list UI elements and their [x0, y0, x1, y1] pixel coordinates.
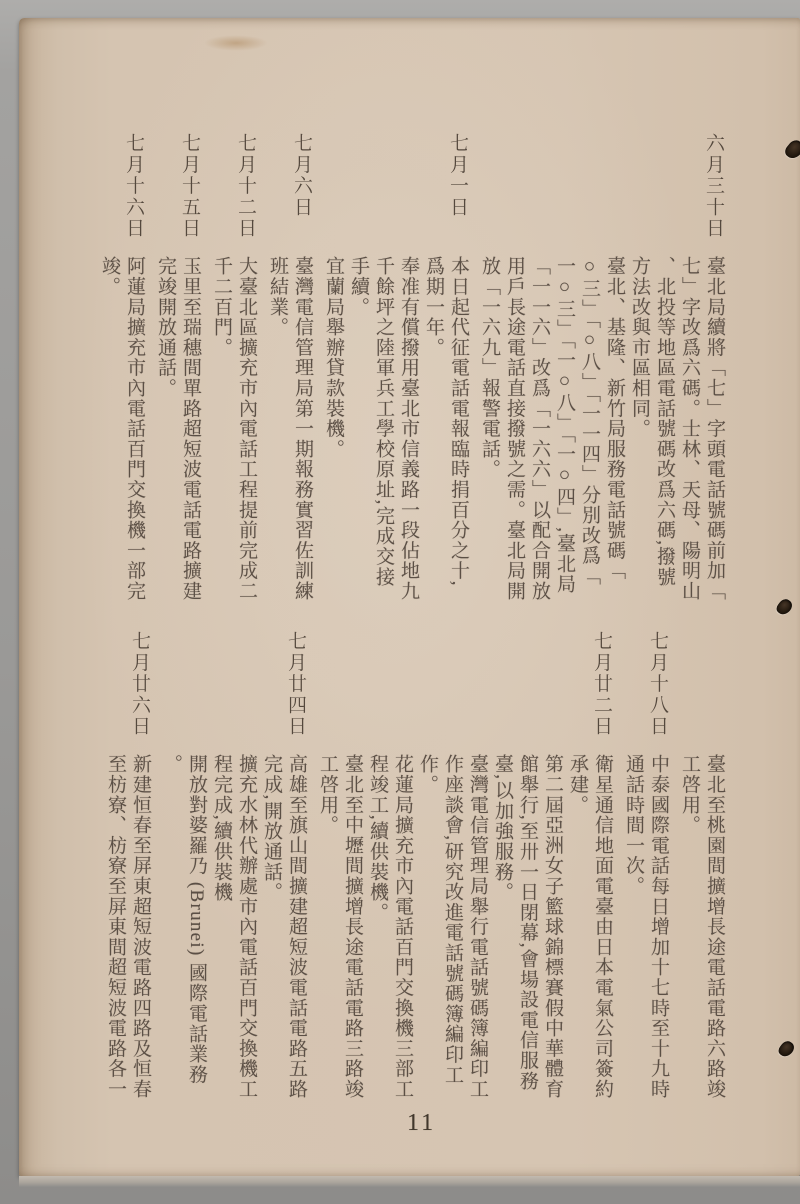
entry-text: 花蓮局擴充市內電話百門交換機三部工程竣工,續供裝機。: [367, 754, 413, 1100]
entry-text: 臺灣電信管理局第一期報務實習佐訓練班結業。: [267, 256, 313, 602]
entry-text: 衛星通信地面電臺由日本電氣公司簽約承建。: [567, 754, 613, 1100]
entry-body: [621, 754, 671, 1100]
entry-date: 七月十五日: [179, 133, 200, 239]
entry-body: [321, 256, 471, 602]
entry-date: 七月廿六日: [129, 631, 150, 737]
entry-group: [265, 133, 315, 602]
entry-text: 開放對婆羅乃 (Brunei) 國際電話業務。: [161, 754, 207, 1085]
entry-date: 七月廿二日: [591, 631, 612, 737]
entry-date: 七月廿四日: [285, 631, 306, 737]
entry-group: [315, 631, 615, 1100]
entry-date: 六月三十日: [703, 133, 724, 239]
entry-date: 七月十六日: [123, 133, 144, 239]
entry-date: 七月一日: [447, 133, 468, 218]
entry-text: 大臺北區擴充市內電話工程提前完成二千二百門。: [211, 256, 257, 602]
entry-text: 臺北局續將「七」字頭電話號碼前加「七」字改爲六碼。士林、天母、陽明山、北投等地區電話號碼改爲六碼,撥號方法改與市區相同。: [629, 256, 725, 602]
entry-body: [315, 754, 615, 1100]
entry-group: [321, 133, 471, 602]
entry-body: [159, 754, 309, 1100]
page-number: 11: [407, 1110, 437, 1136]
entry-body: [153, 256, 203, 602]
entry-text: 宜蘭局舉辦貸款裝機。: [323, 256, 344, 459]
entry-text: 擴充水林代辦處市內電話百門交換機工程完成,續供裝機: [211, 754, 257, 1100]
entry-group: [97, 133, 147, 602]
page-bottom-edge: [19, 1176, 800, 1187]
entry-body: [103, 754, 153, 1100]
entry-group: [153, 133, 203, 602]
entry-body: [209, 256, 259, 602]
entry-text: 臺北、基隆、新竹局服務電話號碼「○三」「○八」「一一四」分別改爲「一○三」「一○八」「一○四」,臺北局「一一六」改爲「一六六」以配合開放用戶長途電話直接撥號之需。臺北局開放「一六九」報警電話。: [479, 256, 625, 602]
chronology-lower-section: [103, 631, 727, 1100]
entry-date: 七月十二日: [235, 133, 256, 239]
entry-body: [265, 256, 315, 602]
entry-date: 七月六日: [291, 133, 312, 218]
entry-text: 玉里至瑞穗間單路超短波電話電路擴建完竣開放通話。: [155, 256, 201, 602]
entry-group: [621, 631, 671, 1100]
entry-text: 第二屆亞洲女子籃球錦標賽假中華體育館舉行,至卅一日閉幕,會場設電信服務臺,以加強服務。: [492, 754, 563, 1100]
entry-text: 臺灣電信管理局舉行電話號碼簿編印工作座談會,研究改進電話號碼簿編印工作。: [417, 754, 488, 1100]
entry-text: 本日起代征電話電報臨時捐百分之十,爲期一年。: [423, 256, 469, 587]
entry-group: [103, 631, 153, 1100]
paper-stain: [204, 35, 268, 51]
entry-group: [159, 631, 309, 1100]
entry-body: [677, 754, 727, 1100]
entry-text: 中泰國際電話每日增加十七時至十九時通話時間一次。: [623, 754, 669, 1100]
entry-group: [477, 133, 727, 602]
entry-body: [97, 256, 147, 602]
entry-text: 臺北至桃園間擴增長途電話電路六路竣工啓用。: [679, 754, 725, 1100]
entry-text: 臺北至中壢間擴增長途電話電路三路竣工啓用。: [317, 754, 363, 1100]
entry-group: [209, 133, 259, 602]
entry-group: [677, 631, 727, 1100]
entry-text: 阿蓮局擴充市內電話百門交換機一部完竣。: [99, 256, 145, 602]
chronology-upper-section: [97, 133, 727, 602]
entry-text: 新建恒春至屏東超短波電路四路及恒春至枋寮、枋寮至屏東間超短波電路各一: [105, 754, 151, 1100]
entry-body: [477, 256, 727, 602]
entry-text: 奉准有償撥用臺北市信義路一段佔地九千餘坪之陸軍兵工學校原址,完成交接手續。: [348, 256, 419, 602]
entry-date: 七月十八日: [647, 631, 668, 737]
entry-text: 高雄至旗山間擴建超短波電話電路五路完成,開放通話。: [261, 754, 307, 1100]
scanned-page: [19, 18, 800, 1176]
